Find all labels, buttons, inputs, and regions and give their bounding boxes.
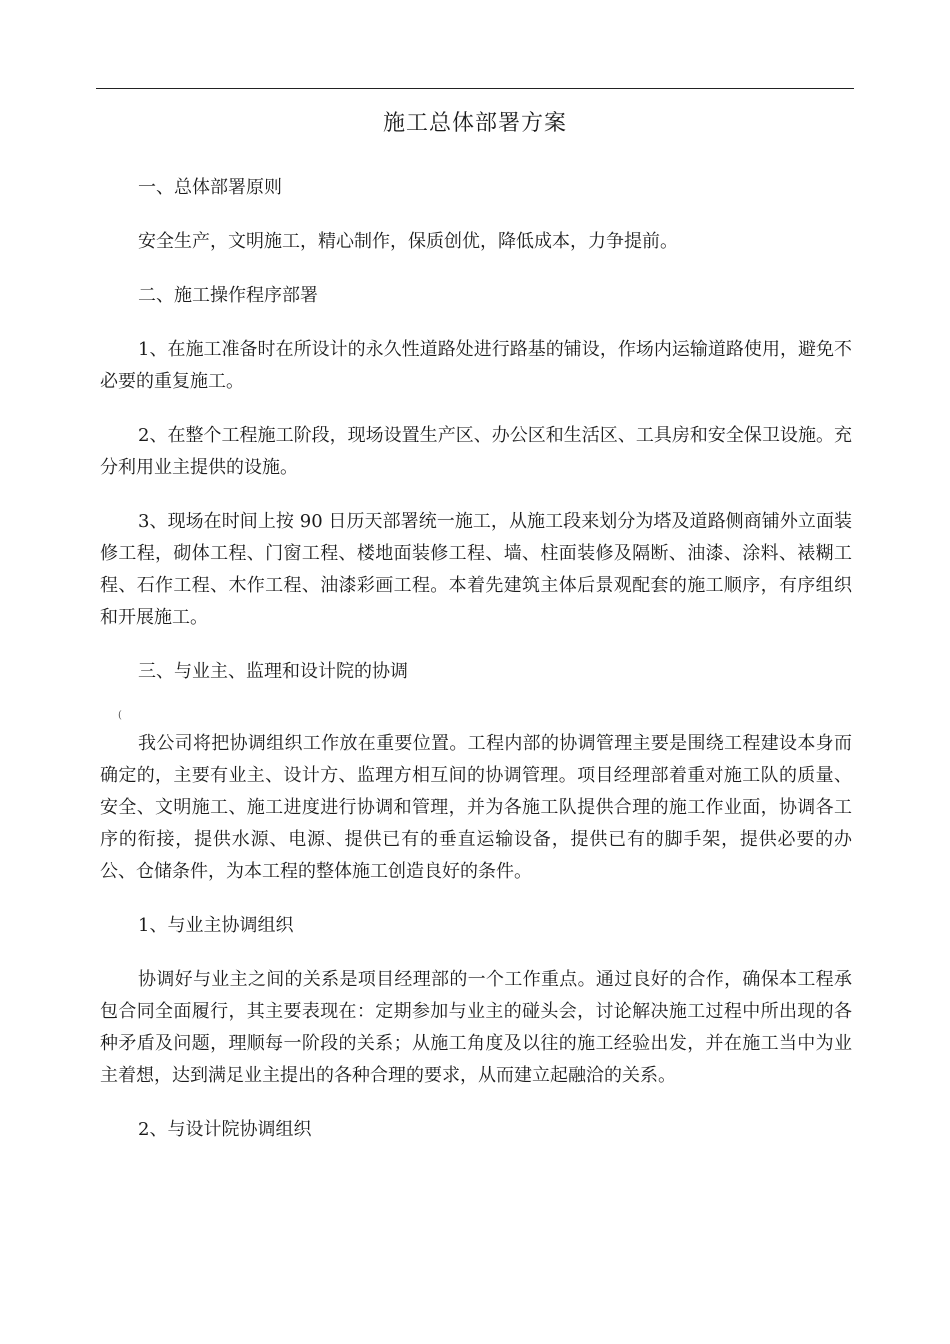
subsection-1-text: 协调好与业主之间的关系是项目经理部的一个工作重点。通过良好的合作，确保本工程承包合同全面履行，其主要表现在：定期参加与业主的碰头会，讨论解决施工过程中所出现的各种矛盾及问题，理顺每一阶段的关系；从施工角度及以往的施工经验出发，并在施工当中为业主着想，达到满足业主提出的各种合理的要求，从而建立起融洽的关系。 <box>100 969 852 1086</box>
header-rule <box>96 88 854 89</box>
section-heading-1: 一、总体部署原则 <box>138 177 282 198</box>
section-2-item-3: 3、现场在时间上按 90 日历天部署统一施工，从施工段来划分为塔及道路侧商铺外立面装修工程，砌体工程、门窗工程、楼地面装修工程、墙、柱面装修及隔断、油漆、涂料、裱糊工程、石作工程、木作工程、油漆彩画工程。本着先建筑主体后景观配套的施工顺序，有序组织和开展施工。 <box>100 511 852 628</box>
subsection-heading-1: 1、与业主协调组织 <box>138 915 294 936</box>
subsection-heading-2: 2、与设计院协调组织 <box>138 1119 312 1140</box>
stray-mark: ( <box>118 710 122 721</box>
section-heading-2: 二、施工操作程序部署 <box>138 285 318 306</box>
document-body <box>100 172 852 1146</box>
section-heading-3: 三、与业主、监理和设计院的协调 <box>138 661 408 682</box>
document-title: 施工总体部署方案 <box>382 111 567 136</box>
section-1-text: 安全生产，文明施工，精心制作，保质创优，降低成本，力争提前。 <box>138 231 678 252</box>
section-2-item-2: 2、在整个工程施工阶段，现场设置生产区、办公区和生活区、工具房和安全保卫设施。充分利用业主提供的设施。 <box>100 425 852 478</box>
section-2-item-1: 1、在施工准备时在所设计的永久性道路处进行路基的铺设，作场内运输道路使用，避免不必要的重复施工。 <box>100 339 852 392</box>
section-3-text: 我公司将把协调组织工作放在重要位置。工程内部的协调管理主要是围绕工程建设本身而确定的，主要有业主、设计方、监理方相互间的协调管理。项目经理部着重对施工队的质量、安全、文明施工、施工进度进行协调和管理，并为各施工队提供合理的施工作业面，协调各工序的衔接，提供水源、电源、提供已有的垂直运输设备，提供已有的脚手架，提供必要的办公、仓储条件，为本工程的整体施工创造良好的条件。 <box>100 733 852 882</box>
